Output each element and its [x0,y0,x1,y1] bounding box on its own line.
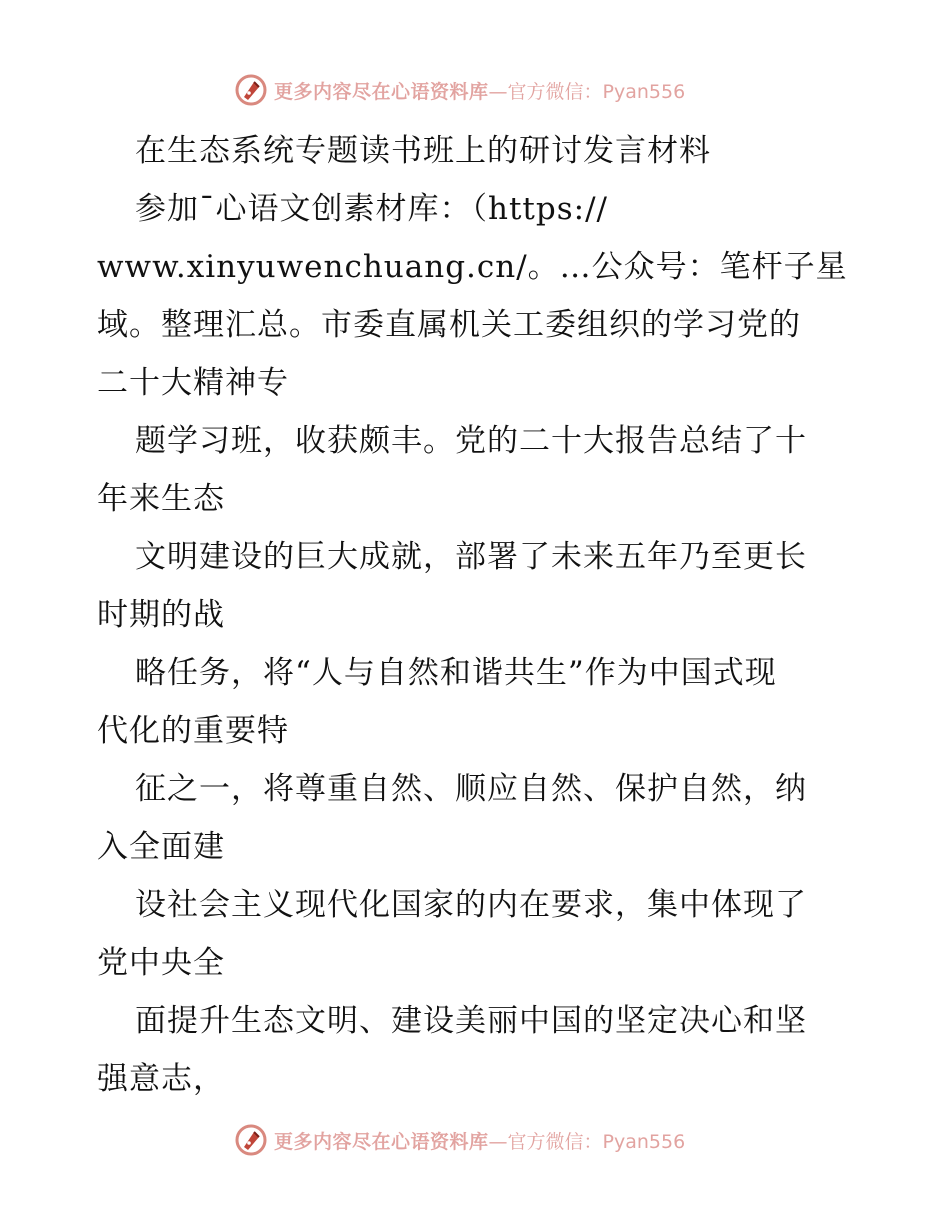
pen-nib-logo-icon [234,1123,268,1157]
document-title: 在生态系统专题读书班上的研讨发言材料 [135,133,711,169]
document-body [97,122,857,1108]
header-watermark-banner [234,70,685,110]
paragraph-line: 时期的战 [97,597,225,633]
footer-watermark-banner [234,1120,685,1160]
paragraph-line: 面提升生态文明、建设美丽中国的坚定决心和坚 [135,1003,807,1039]
paragraph-line: 年来生态 [97,481,225,517]
header-brand-text: 更多内容尽在心语资料库 [274,80,489,103]
header-wechat-text: —官方微信：Pyan556 [488,80,686,103]
footer-wechat-text: —官方微信：Pyan556 [488,1130,686,1153]
paragraph-line: 参加¯心语文创素材库：（https:// [135,191,608,227]
paragraph-line: 文明建设的巨大成就，部署了未来五年乃至更长 [135,539,807,575]
paragraph-line: 略任务，将“人与自然和谐共生”作为中国式现 [135,655,777,691]
paragraph-line: 二十大精神专 [97,365,289,401]
paragraph-line: 党中央全 [97,945,225,981]
pen-nib-logo-icon [234,73,268,107]
paragraph-line: www.xinyuwenchuang.cn/。…公众号：笔杆子星 [97,249,848,285]
footer-brand-text: 更多内容尽在心语资料库 [274,1130,489,1153]
paragraph-line: 征之一，将尊重自然、顺应自然、保护自然，纳 [135,771,807,807]
paragraph-line: 题学习班，收获颇丰。党的二十大报告总结了十 [135,423,807,459]
paragraph-line: 域。整理汇总。市委直属机关工委组织的学习党的 [97,307,801,343]
paragraph-line: 强意志， [97,1061,225,1097]
paragraph-line: 入全面建 [97,829,225,865]
paragraph-line: 设社会主义现代化国家的内在要求，集中体现了 [135,887,807,923]
paragraph-line: 代化的重要特 [97,713,289,749]
